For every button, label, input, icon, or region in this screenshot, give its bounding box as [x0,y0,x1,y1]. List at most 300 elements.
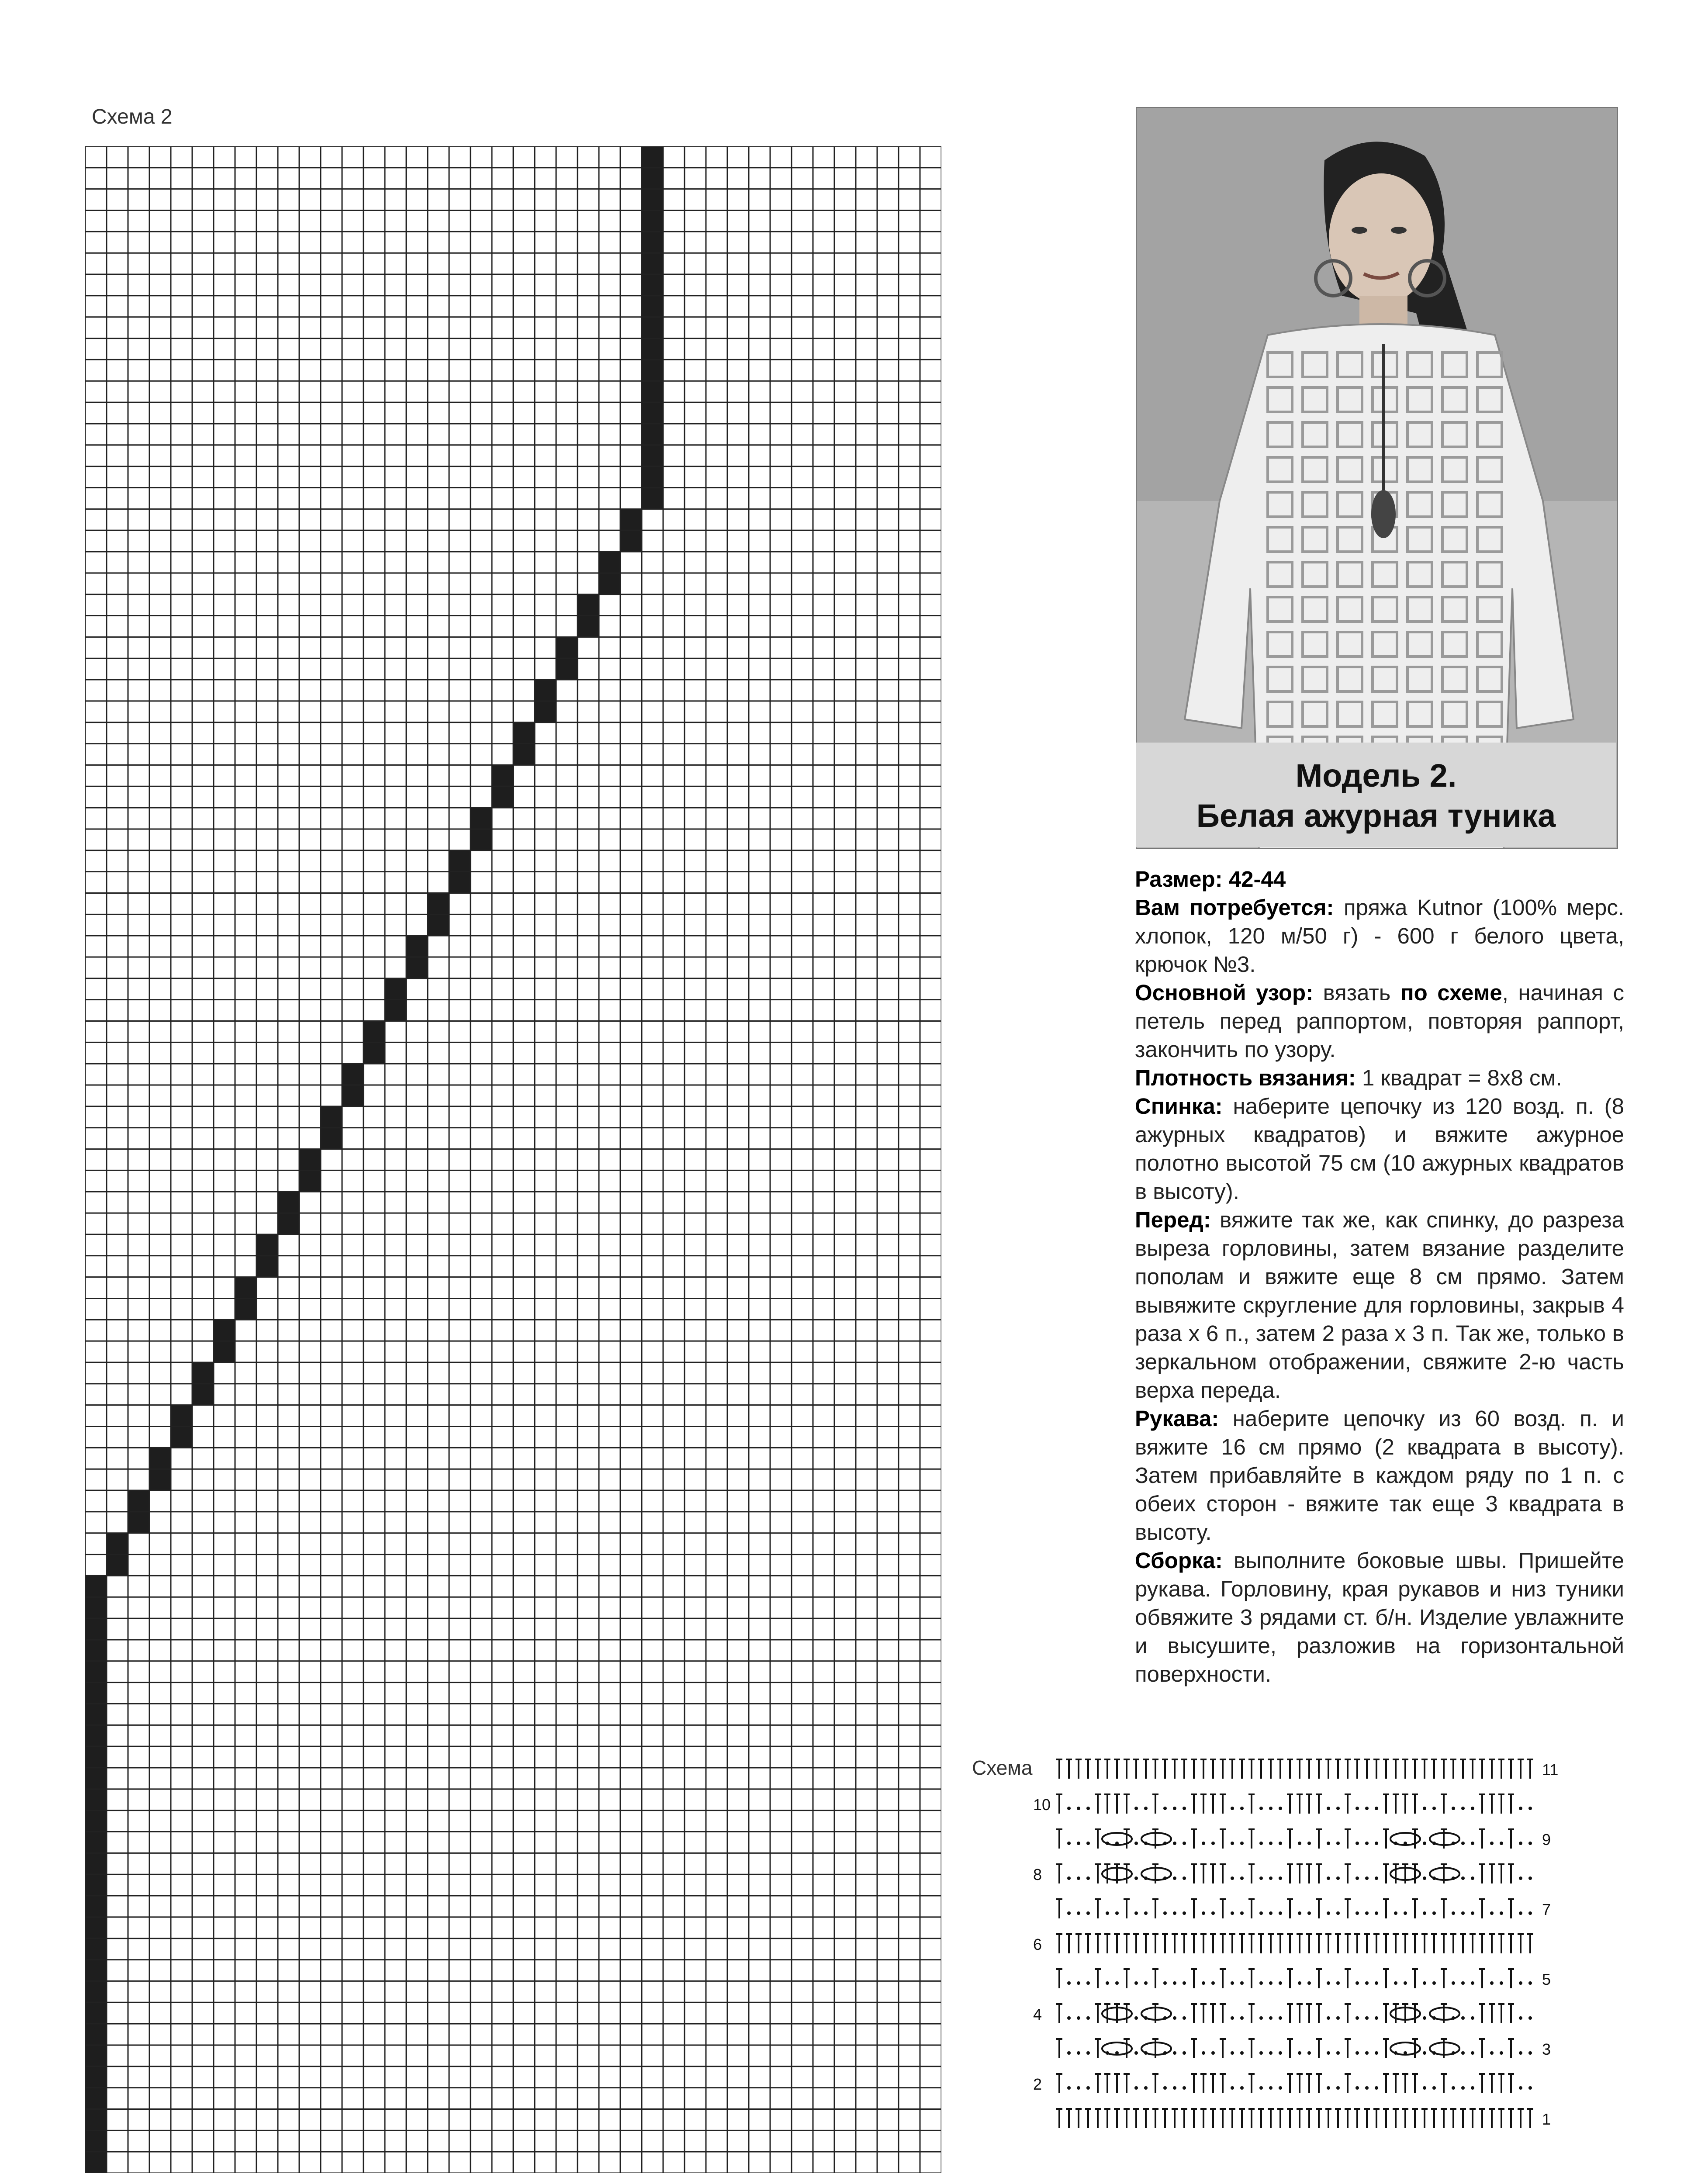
chain-stitch-symbol [1173,2051,1176,2055]
grid-filled-cell [449,872,470,893]
chain-stitch-symbol [1298,2051,1301,2055]
chain-stitch-symbol [1365,2016,1369,2020]
chain-stitch-symbol [1461,1842,1465,1845]
grid-filled-cell [128,1490,149,1512]
grid-filled-cell [470,829,492,850]
chain-stitch-symbol [1269,1876,1273,1880]
chain-stitch-symbol [1115,1981,1119,1985]
chain-stitch-symbol [1067,2016,1071,2020]
chain-stitch-symbol [1134,2051,1138,2055]
grid-filled-cell [85,1853,107,1874]
chain-stitch-symbol [1240,1981,1244,1985]
grid-filled-cell [406,957,428,978]
grid-filled-cell [406,936,428,957]
chain-stitch-symbol [1394,1981,1397,1985]
chain-stitch-symbol [1500,1911,1503,1915]
chain-stitch-symbol [1259,2086,1263,2090]
chain-stitch-symbol [1086,1911,1090,1915]
chain-stitch-symbol [1067,2086,1071,2090]
chain-stitch-symbol [1183,1911,1186,1915]
chain-stitch-symbol [1173,1876,1176,1880]
chain-stitch-symbol [1375,1807,1378,1810]
chain-stitch-symbol [1423,1842,1426,1845]
chain-stitch-symbol [1077,2051,1080,2055]
chain-stitch-symbol [1173,2086,1176,2090]
chain-stitch-symbol [1336,2016,1340,2020]
chain-stitch-symbol [1144,1911,1148,1915]
chain-stitch-symbol [1461,2086,1465,2090]
row-number-label: 7 [1542,1901,1551,1918]
chain-stitch-symbol [1173,1981,1176,1985]
grid-title: Схема 2 [92,105,173,128]
assembly-paragraph: Сборка: выполните боковые швы. Пришейте рукава. Горловину, края рукавов и низ туники обвяжите 3 рядами ст. б/н. Изделие увлажните и высушите, разложив на горизонтальной поверхности. [1135,1548,1625,1686]
stitch-scheme-title: Схема [972,1756,1033,1779]
grid-filled-cell [235,1277,256,1299]
chain-stitch-symbol [1355,2016,1359,2020]
chain-stitch-symbol [1231,1981,1234,1985]
chain-stitch-symbol [1365,1842,1369,1845]
chain-stitch-symbol [1183,1842,1186,1845]
grid-filled-cell [192,1362,214,1384]
chain-stitch-symbol [1500,2051,1503,2055]
chain-stitch-symbol [1067,1842,1071,1845]
chain-stitch-symbol [1086,2016,1090,2020]
chain-stitch-symbol [1106,1911,1109,1915]
chain-stitch-symbol [1519,1876,1522,1880]
chain-stitch-symbol [1183,2051,1186,2055]
chain-stitch-symbol [1077,1911,1080,1915]
chain-stitch-symbol [1134,2086,1138,2090]
grid-filled-cell [256,1234,278,1256]
chain-stitch-symbol [1269,2086,1273,2090]
grid-filled-cell [85,1597,107,1618]
chain-stitch-symbol [1327,1911,1330,1915]
chain-stitch-symbol [1519,1807,1522,1810]
grid-filled-cell [85,2002,107,2024]
grid-filled-cell [642,232,663,253]
grid-filled-cell [85,1725,107,1746]
chain-stitch-symbol [1471,1876,1474,1880]
grid-filled-cell [321,1128,342,1149]
chain-stitch-symbol [1452,1911,1455,1915]
grid-filled-cell [385,978,406,1000]
chain-stitch-symbol [1183,2086,1186,2090]
chain-stitch-symbol [1327,1842,1330,1845]
grid-filled-cell [85,1832,107,1853]
chain-stitch-symbol [1528,2086,1532,2090]
chain-stitch-symbol [1259,1876,1263,1880]
chain-stitch-symbol [1423,1911,1426,1915]
grid-filled-cell [278,1213,299,1234]
chain-stitch-symbol [1336,2051,1340,2055]
chain-stitch-symbol [1528,1911,1532,1915]
chain-stitch-symbol [1355,1807,1359,1810]
chain-stitch-symbol [1067,1911,1071,1915]
chain-stitch-symbol [1355,1911,1359,1915]
chain-stitch-symbol [1134,1911,1138,1915]
grid-filled-cell [363,1042,385,1064]
chain-stitch-symbol [1173,1842,1176,1845]
chain-stitch-symbol [1423,1981,1426,1985]
chain-stitch-symbol [1202,2051,1205,2055]
grid-filled-cell [642,296,663,317]
chain-stitch-symbol [1490,1911,1494,1915]
pattern-instructions [1135,865,1624,1688]
grid-filled-cell [642,445,663,467]
grid-filled-cell [492,765,513,786]
chain-stitch-symbol [1365,1981,1369,1985]
chain-stitch-symbol [1173,1807,1176,1810]
chain-stitch-symbol [1336,1876,1340,1880]
chain-stitch-symbol [1183,1876,1186,1880]
chain-stitch-symbol [1240,1807,1244,1810]
row-number-label: 3 [1542,2040,1551,2058]
chain-stitch-symbol [1336,1981,1340,1985]
chain-stitch-symbol [1432,1911,1436,1915]
row-number-label: 10 [1033,1796,1051,1814]
chain-stitch-symbol [1067,2051,1071,2055]
grid-filled-cell [235,1298,256,1320]
main-pattern-paragraph: Основной узор: вязать по схеме, начиная с петель перед раппортом, повторяя раппорт, закончить по узору. [1135,980,1624,1062]
grid-filled-cell [599,552,620,573]
chain-stitch-symbol [1327,2086,1330,2090]
model-title: Белая ажурная туника [1196,798,1556,834]
chain-stitch-symbol [1394,1911,1397,1915]
chain-stitch-symbol [1461,2051,1465,2055]
grid-filled-cell [620,509,642,530]
grid-filled-cell [85,1874,107,1896]
chain-stitch-symbol [1279,1876,1282,1880]
grid-filled-cell [642,359,663,381]
grid-filled-cell [385,1000,406,1021]
grid-filled-cell [128,1512,149,1533]
grid-filled-cell [85,2109,107,2130]
grid-filled-cell [642,424,663,445]
chain-stitch-symbol [1269,1981,1273,1985]
row-number-label: 4 [1033,2005,1042,2023]
chain-stitch-symbol [1163,1807,1167,1810]
grid-filled-cell [85,1896,107,1917]
chain-stitch-symbol [1298,1842,1301,1845]
chain-stitch-symbol [1269,1911,1273,1915]
chain-stitch-symbol [1279,1807,1282,1810]
grid-filled-cell [535,701,556,722]
chain-stitch-symbol [1067,1981,1071,1985]
chain-stitch-symbol [1471,1807,1474,1810]
chain-stitch-symbol [1336,1807,1340,1810]
chain-stitch-symbol [1432,1981,1436,1985]
grid-filled-cell [620,530,642,552]
chain-stitch-symbol [1077,2086,1080,2090]
grid-filled-cell [642,317,663,339]
chain-stitch-symbol [1461,1807,1465,1810]
grid-filled-cell [513,722,535,744]
grid-filled-cell [599,573,620,594]
chain-stitch-symbol [1115,1911,1119,1915]
chain-stitch-symbol [1461,1876,1465,1880]
chain-stitch-symbol [1269,2016,1273,2020]
grid-filled-cell [556,658,577,680]
chain-stitch-symbol [1519,2086,1522,2090]
chain-stitch-symbol [1452,2086,1455,2090]
chain-stitch-symbol [1259,2051,1263,2055]
model-photo [1136,107,1618,849]
grid-filled-cell [149,1469,171,1490]
chain-stitch-symbol [1259,2016,1263,2020]
chain-stitch-symbol [1269,2051,1273,2055]
chain-stitch-symbol [1163,1981,1167,1985]
chain-stitch-symbol [1231,1876,1234,1880]
chain-stitch-symbol [1067,1876,1071,1880]
chain-stitch-symbol [1077,1876,1080,1880]
chain-stitch-symbol [1471,2016,1474,2020]
chain-stitch-symbol [1202,1911,1205,1915]
grid-filled-cell [85,2152,107,2173]
chain-stitch-symbol [1259,1842,1263,1845]
chain-stitch-symbol [1269,1807,1273,1810]
grid-filled-cell [85,2130,107,2152]
chain-stitch-symbol [1231,1807,1234,1810]
grid-filled-cell [492,786,513,808]
chain-stitch-symbol [1423,2086,1426,2090]
grid-filled-cell [642,253,663,274]
grid-filled-cell [428,893,449,914]
chain-stitch-symbol [1519,2016,1522,2020]
density-paragraph: Плотность вязания: 1 квадрат = 8x8 см. [1135,1065,1562,1090]
chain-stitch-symbol [1528,2016,1532,2020]
chain-stitch-symbol [1240,1876,1244,1880]
chain-stitch-symbol [1144,1981,1148,1985]
chain-stitch-symbol [1279,1981,1282,1985]
chain-stitch-symbol [1432,1807,1436,1810]
chain-stitch-symbol [1500,1981,1503,1985]
chain-stitch-symbol [1336,1911,1340,1915]
chain-stitch-symbol [1144,1807,1148,1810]
chain-stitch-symbol [1365,1911,1369,1915]
row-number-label: 5 [1542,1970,1551,1988]
chain-stitch-symbol [1106,1981,1109,1985]
model-number: Модель 2. [1295,757,1457,794]
grid-filled-cell [85,1704,107,1725]
stitch-scheme-chart [981,1758,1636,2177]
chain-stitch-symbol [1134,1876,1138,1880]
chain-stitch-symbol [1259,1911,1263,1915]
grid-filled-cell [513,744,535,765]
chain-stitch-symbol [1365,2051,1369,2055]
grid-filled-cell [642,381,663,402]
chain-stitch-symbol [1423,2051,1426,2055]
chain-stitch-symbol [1240,1842,1244,1845]
grid-filled-cell [256,1256,278,1277]
chain-stitch-symbol [1461,1911,1465,1915]
chain-stitch-symbol [1423,2016,1426,2020]
filet-grid-chart [85,146,941,2173]
grid-filled-cell [642,467,663,488]
chain-stitch-symbol [1528,1876,1532,1880]
chain-stitch-symbol [1067,1807,1071,1810]
grid-filled-cell [85,2067,107,2088]
grid-filled-cell [642,146,663,168]
grid-filled-cell [342,1064,363,1085]
row-number-label: 11 [1542,1761,1559,1779]
grid-filled-cell [642,487,663,509]
chain-stitch-symbol [1327,1981,1330,1985]
chain-stitch-symbol [1461,2016,1465,2020]
chain-stitch-symbol [1365,2086,1369,2090]
chain-stitch-symbol [1086,2086,1090,2090]
grid-filled-cell [107,1533,128,1555]
chain-stitch-symbol [1375,1911,1378,1915]
grid-filled-cell [642,274,663,296]
chain-stitch-symbol [1231,2051,1234,2055]
chain-stitch-symbol [1173,1911,1176,1915]
chain-stitch-symbol [1375,2086,1378,2090]
grid-filled-cell [85,1960,107,1981]
chain-stitch-symbol [1471,1842,1474,1845]
chain-stitch-symbol [1327,2051,1330,2055]
chain-stitch-symbol [1279,2086,1282,2090]
chain-stitch-symbol [1355,1876,1359,1880]
row-number-label: 6 [1033,1935,1042,1953]
chain-stitch-symbol [1375,1876,1378,1880]
chain-stitch-symbol [1240,2016,1244,2020]
chain-stitch-symbol [1461,1981,1465,1985]
chain-stitch-symbol [1355,2051,1359,2055]
chain-stitch-symbol [1231,2016,1234,2020]
chain-stitch-symbol [1279,2016,1282,2020]
chain-stitch-symbol [1519,1981,1522,1985]
chain-stitch-symbol [1240,2051,1244,2055]
chain-stitch-symbol [1279,1842,1282,1845]
grid-filled-cell [642,168,663,189]
chain-stitch-symbol [1423,1807,1426,1810]
grid-filled-cell [85,1789,107,1811]
chain-stitch-symbol [1211,2051,1215,2055]
grid-filled-cell [85,1939,107,1960]
grid-filled-cell [577,616,599,637]
chain-stitch-symbol [1173,2016,1176,2020]
chain-stitch-symbol [1134,2016,1138,2020]
grid-filled-cell [470,808,492,829]
sleeves-paragraph: Рукава: наберите цепочку из 60 возд. п. и вяжите 16 см прямо (2 квадрата в высоту). Затем прибавляйте в каждом ряду по 1 п. с обеих сторон - вяжите так еще 3 квадрата в высоту. [1135,1406,1625,1545]
chain-stitch-symbol [1307,1981,1311,1985]
chain-stitch-symbol [1471,2086,1474,2090]
row-number-label: 8 [1033,1866,1042,1883]
chain-stitch-symbol [1336,1842,1340,1845]
chain-stitch-symbol [1471,1981,1474,1985]
grid-filled-cell [85,1640,107,1661]
chain-stitch-symbol [1211,1981,1215,1985]
chain-stitch-symbol [1404,1911,1407,1915]
grid-filled-cell [642,339,663,360]
chain-stitch-symbol [1077,1981,1080,1985]
row-number-label: 1 [1542,2110,1551,2128]
chain-stitch-symbol [1202,1842,1205,1845]
chain-stitch-symbol [1490,1981,1494,1985]
grid-filled-cell [85,1811,107,1832]
grid-filled-cell [85,1746,107,1768]
chain-stitch-symbol [1355,1842,1359,1845]
chain-stitch-symbol [1355,1981,1359,1985]
chain-stitch-symbol [1432,2086,1436,2090]
grid-filled-cell [278,1192,299,1213]
grid-filled-cell [214,1341,235,1362]
grid-filled-cell [342,1085,363,1106]
chain-stitch-symbol [1183,1807,1186,1810]
chain-stitch-symbol [1355,2086,1359,2090]
row-number-label: 2 [1033,2075,1042,2093]
grid-filled-cell [107,1555,128,1576]
chain-stitch-symbol [1500,1842,1503,1845]
chain-stitch-symbol [1163,1911,1167,1915]
chain-stitch-symbol [1077,2016,1080,2020]
chain-stitch-symbol [1528,1842,1532,1845]
chain-stitch-symbol [1375,2016,1378,2020]
chain-stitch-symbol [1365,1807,1369,1810]
chain-stitch-symbol [1231,1842,1234,1845]
grid-filled-cell [171,1405,192,1427]
grid-filled-cell [363,1021,385,1043]
chain-stitch-symbol [1528,2051,1532,2055]
chain-stitch-symbol [1231,1911,1234,1915]
grid-filled-cell [85,1618,107,1640]
grid-filled-cell [428,914,449,936]
chain-stitch-symbol [1528,1981,1532,1985]
chain-stitch-symbol [1519,2051,1522,2055]
chain-stitch-symbol [1375,1842,1378,1845]
chain-stitch-symbol [1490,2051,1494,2055]
chain-stitch-symbol [1452,1981,1455,1985]
front-paragraph: Перед: вяжите так же, как спинку, до разреза выреза горловины, затем вязание разделите пополам и вяжите еще 8 см прямо. Затем вывяжите скругление для горловины, закрыв 4 раза x 6 п., затем 2 раза x 3 п. Так же, только в зеркальном отображении, свяжите 2-ю часть верха переда. [1135,1207,1624,1403]
chain-stitch-symbol [1375,2051,1378,2055]
chain-stitch-symbol [1134,1807,1138,1810]
chain-stitch-symbol [1144,2086,1148,2090]
chain-stitch-symbol [1269,1842,1273,1845]
chain-stitch-symbol [1259,1807,1263,1810]
grid-filled-cell [85,1576,107,1597]
chain-stitch-symbol [1259,1981,1263,1985]
grid-filled-cell [214,1320,235,1341]
grid-filled-cell [192,1384,214,1405]
chain-stitch-symbol [1183,2016,1186,2020]
grid-filled-cell [642,211,663,232]
chain-stitch-symbol [1240,2086,1244,2090]
chain-stitch-symbol [1298,1981,1301,1985]
chain-stitch-symbol [1375,1981,1378,1985]
grid-filled-cell [85,1683,107,1704]
grid-filled-cell [171,1427,192,1448]
chain-stitch-symbol [1077,1807,1080,1810]
chain-stitch-symbol [1134,1981,1138,1985]
chain-stitch-symbol [1298,1911,1301,1915]
grid-filled-cell [299,1149,321,1171]
chain-stitch-symbol [1240,1911,1244,1915]
chain-stitch-symbol [1423,1876,1426,1880]
chain-stitch-symbol [1202,1981,1205,1985]
woman-in-white-tunic-photo [1137,108,1617,848]
chain-stitch-symbol [1519,1911,1522,1915]
chain-stitch-symbol [1336,2086,1340,2090]
grid-filled-cell [85,2024,107,2045]
materials-paragraph: Вам потребуется: пряжа Kutnor (100% мерс. хлопок, 120 м/50 г) - 600 г белого цвета, крючок №3. [1135,895,1625,977]
chain-stitch-symbol [1211,1911,1215,1915]
grid-filled-cell [85,1917,107,1939]
chain-stitch-symbol [1471,2051,1474,2055]
chain-stitch-symbol [1327,2016,1330,2020]
chain-stitch-symbol [1452,1807,1455,1810]
grid-filled-cell [85,2045,107,2067]
chain-stitch-symbol [1307,1842,1311,1845]
